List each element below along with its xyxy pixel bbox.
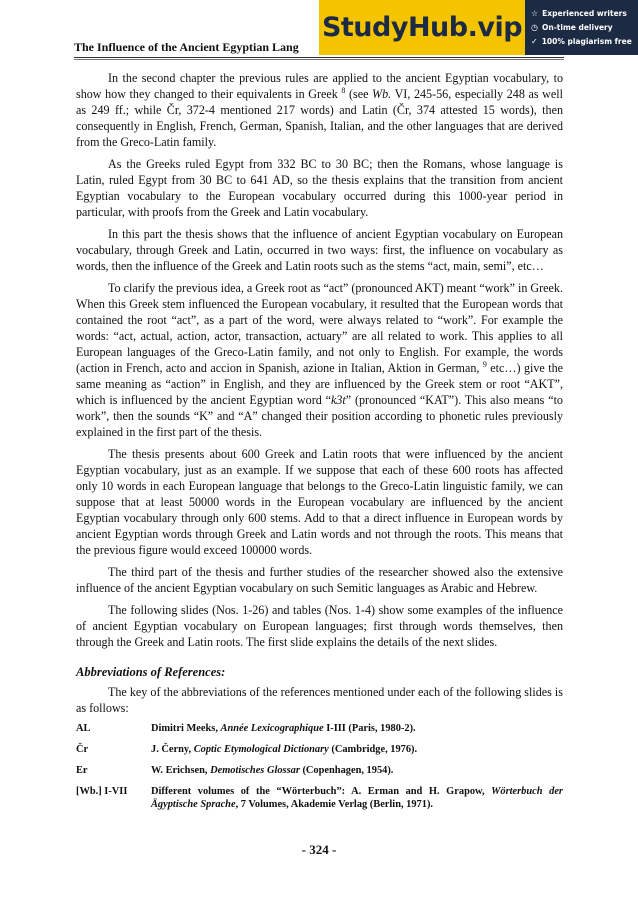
- paragraph-2: As the Greeks ruled Egypt from 332 BC to 30 BC; then the Romans, whose language is Latin, ruled Egypt from 30 BC to 641 AD, so the thesis explains that the transition from ancient Egyptian vocabulary to the European vocabulary occurred during this 1000-year period in particular, with proofs from the Greek and Latin vocabulary.: [76, 157, 563, 219]
- abbrev-value: Dimitri Meeks, Année Lexicographique I-III (Paris, 1980-2).: [151, 723, 416, 734]
- abbrev-key: Čr: [76, 744, 89, 755]
- abbreviations-intro: The key of the abbreviations of the references mentioned under each of the following slides is as follows:: [76, 685, 563, 715]
- running-header: The Influence of the Ancient Egyptian Lang: [74, 40, 299, 54]
- page-number: - 324 -: [301, 842, 337, 857]
- body-text: [76, 70, 563, 819]
- feature-experienced-writers: [531, 9, 632, 18]
- footnote-ref-9[interactable]: 9: [482, 359, 487, 369]
- abbrev-value: J. Černy, Coptic Etymological Dictionary (Cambridge, 1976).: [151, 744, 418, 755]
- abbrev-value: W. Erichsen, Demotisches Glossar (Copenhagen, 1954).: [151, 765, 394, 776]
- abbrev-value: Different volumes of the “Wörterbuch”: A. Erman and H. Grapow, Wörterbuch der Ägyptische Sprache, 7 Volumes, Akademie Verlag (Berlin, 1971).: [151, 786, 563, 810]
- paragraph-5: The thesis presents about 600 Greek and Latin roots that were influenced by the ancient Egyptian vocabulary, just as an example. If we suppose that each of these 600 roots has affected only 10 words in each European language that belongs to the Greco-Latin linguistic family, we can suppose that at least 50000 words in the European vocabulary are influenced by the ancient Egyptian vocabulary through only 600 stems. Add to that a direct influence in European words by ancient Egyptian words through Greek and Latin words and not through the roots. This means that the previous figure would exceed 100000 words.: [76, 447, 563, 557]
- clock-icon: ◷: [531, 22, 538, 32]
- header-rule: [74, 57, 564, 58]
- feature-on-time-delivery: [531, 23, 632, 32]
- studyhub-ad-banner[interactable]: [319, 0, 638, 55]
- wb-abbrev: Wb.: [372, 87, 392, 101]
- table-row: [76, 785, 563, 819]
- abbrev-key: AL: [76, 723, 91, 734]
- header-rule-thin: [74, 59, 564, 60]
- table-row: [76, 764, 563, 785]
- feature-list: [525, 0, 638, 55]
- egyptian-word: k3t: [330, 393, 346, 407]
- star-icon: ☆: [531, 8, 539, 18]
- paragraph-1: In the second chapter the previous rules are applied to the ancient Egyptian vocabulary, to show how they changed to their equivalents in Greek $^8$ (see Wb. VI, 245-56, especially 248 as well as 249 ff.; while Čr, 372-4 mentioned 217 words) and Latin (Čr, 374 attested 15 words), then consequently in English, French, German, Spanish, Italian, and the other languages that are derived from the Greco-Latin family.: [76, 71, 563, 149]
- paragraph-3: In this part the thesis shows that the influence of ancient Egyptian vocabulary on European vocabulary, through Greek and Latin, occurred in two ways: first, the influence on vocabulary as words, then the influence of the Greek and Latin roots such as the stems “act, main, semi”, etc…: [76, 227, 563, 273]
- feature-label: Experienced writers: [542, 8, 627, 18]
- paragraph-4: To clarify the previous idea, a Greek root as “act” (pronounced AKT) meant “work” in Greek. When this Greek stem influenced the European vocabulary, it resulted that the European words that contained the root “act”, as a part of the word, were always related to “work”. For example the words: “act, actual, action, actor, transaction, actuary” are all related to work. This applies to all European languages of the Greco-Latin family, and not only to English. For example, the words (action in French, acto and accion in Spanish, azione in Italian, Aktion in German, $^9$ etc…) give the same meaning as “action” in English, and they are influenced by the Greek stem or root “AKT”, which is influenced by the ancient Egyptian word “k3t” (pronounced “KAT”). This also means “to work”, then the sounds “K” and “A” changed their position according to phonetic rules previously explained in the first part of the thesis.: [76, 281, 563, 439]
- table-row: [76, 722, 563, 743]
- feature-plagiarism-free: [531, 37, 632, 46]
- abbrev-key: [Wb.] I-VII: [76, 786, 128, 797]
- feature-label: On-time delivery: [541, 22, 613, 32]
- brand-logo[interactable]: StudyHub.vip: [319, 0, 525, 55]
- section-heading-abbreviations: Abbreviations of References:: [76, 665, 226, 679]
- abbreviations-table: [76, 722, 563, 819]
- feature-label: 100% plagiarism free: [541, 37, 632, 47]
- abbrev-key: Er: [76, 765, 88, 776]
- footnote-ref-8[interactable]: 8: [341, 85, 346, 95]
- paragraph-7: The following slides (Nos. 1-26) and tables (Nos. 1-4) show some examples of the influence of ancient Egyptian vocabulary on European languages; first through words themselves, then through the Greek and Latin roots. The first slide explains the details of the next slides.: [76, 603, 563, 649]
- table-row: [76, 743, 563, 764]
- checkmark-icon: ✓: [531, 37, 538, 47]
- paragraph-6: The third part of the thesis and further studies of the researcher showed also the extensive influence of the ancient Egyptian vocabulary on such Semitic languages as Arabic and Hebrew.: [76, 565, 563, 595]
